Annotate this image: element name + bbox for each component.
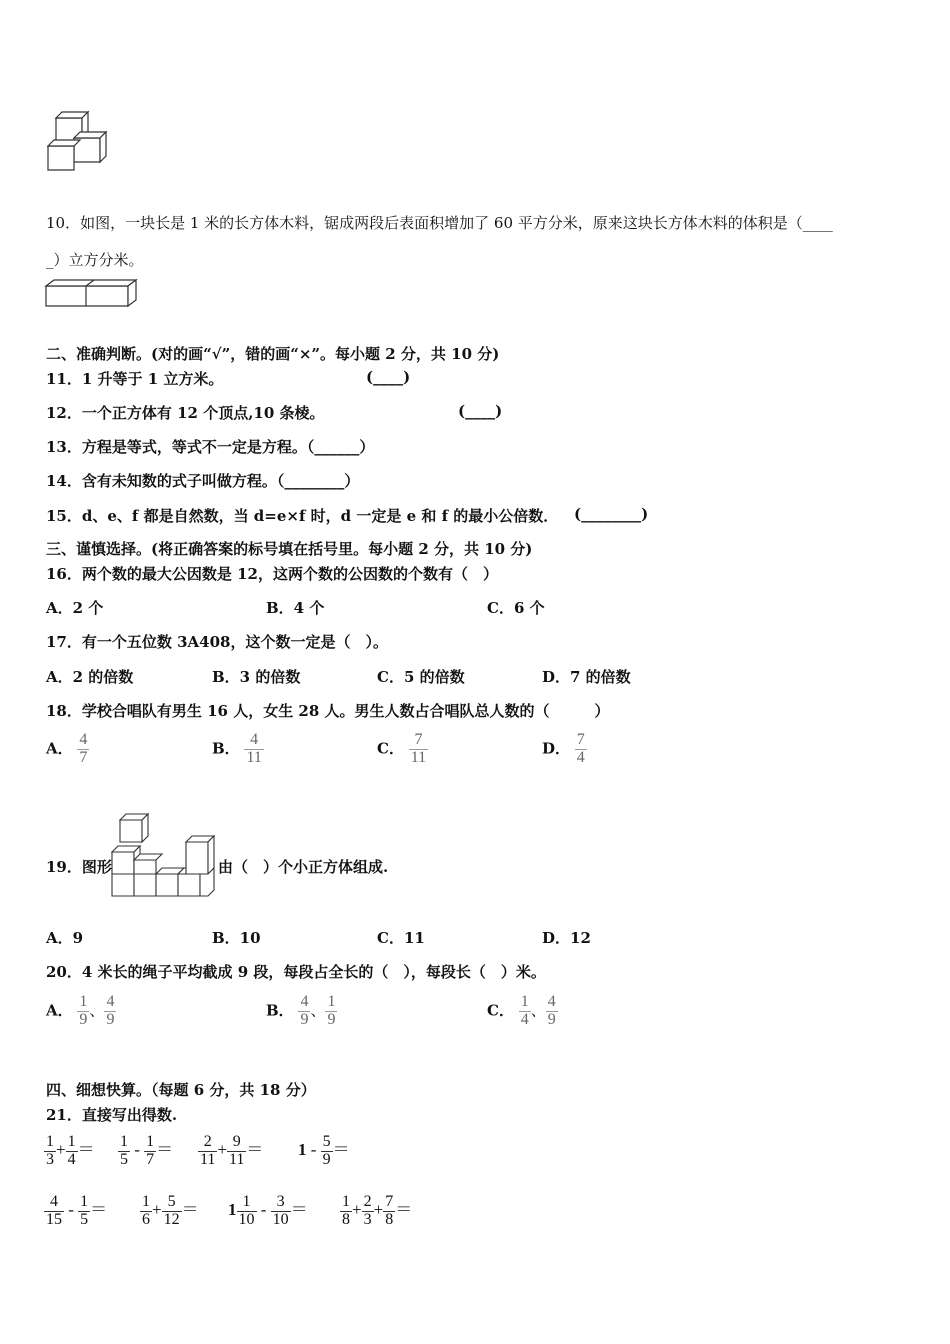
q18-text: 18．学校合唱队有男生 16 人，女生 28 人。男生人数占合唱队总人数的（ ） [46,702,610,720]
section4-title: 四、细想快算。（每题 6 分，共 18 分） [46,1081,316,1099]
q17-option-b[interactable]: B．3 的倍数 [212,668,301,686]
fraction: $\frac{5}{12}$ [163,1193,180,1228]
q13-text: 13．方程是等式，等式不一定是方程。（______） [46,438,375,456]
q20-text: 20．4 米长的绳子平均截成 9 段，每段占全长的（ ），每段长（ ）米。 [46,963,546,981]
q20-fraction-a1: $\frac{1}{9}$ [79,993,88,1028]
q12-blank: (____) [458,402,503,420]
fraction: $\frac{9}{11}$ [229,1133,245,1168]
q18-label-d: D． [542,739,571,758]
calc-expression-7: 1 $\frac{1}{10}$ - $\frac{3}{10}$ ＝ [228,1193,308,1228]
fraction: $\frac{1}{6}$ [142,1193,150,1228]
q20-label-b: B． [266,1001,294,1020]
q20-sep-c: 、 [530,1001,546,1020]
q18-fraction-b: $\frac{4}{11}$ [246,731,262,766]
calc-expression-1: $\frac{1}{3}$ + $\frac{1}{4}$ ＝ [46,1133,95,1168]
q15-blank: (________) [574,505,649,523]
fraction: $\frac{1}{8}$ [342,1193,350,1228]
cuboid-figure [44,278,144,308]
calc-expression-4: 1 - $\frac{5}{9}$ ＝ [298,1133,350,1168]
q19-text-pre: 19．图形 [46,858,112,876]
q20-fraction-c2: $\frac{4}{9}$ [547,993,556,1028]
fraction: $\frac{4}{15}$ [46,1193,62,1228]
calc-expression-8: $\frac{1}{8}$ + $\frac{2}{3}$ + $\frac{7}{8}$ ＝ [342,1193,413,1228]
calc-expression-6: $\frac{1}{6}$ + $\frac{5}{12}$ ＝ [142,1193,199,1228]
q16-option-a[interactable]: A．2 个 [46,599,104,617]
q12-text: 12．一个正方体有 12 个顶点,10 条棱。 [46,404,325,422]
q18-fraction-c: $\frac{7}{11}$ [410,731,427,766]
q17-option-c[interactable]: C．5 的倍数 [377,668,465,686]
q20-label-a: A． [46,1001,73,1020]
fraction: $\frac{2}{3}$ [363,1193,372,1228]
calc-expression-5: $\frac{4}{15}$ - $\frac{1}{5}$ ＝ [46,1193,108,1228]
q17-option-a[interactable]: A．2 的倍数 [46,668,134,686]
cube-figure-top [44,108,110,174]
q18-option-c[interactable] [377,732,428,767]
q10-line2: _）立方分米。 [46,251,144,269]
q16-text: 16．两个数的最大公因数是 12，这两个数的公因数的个数有（ ） [46,565,498,583]
q16-option-b[interactable]: B．4 个 [266,599,325,617]
q19-text-post: 由（ ）个小正方体组成. [218,858,389,876]
q18-label-c: C． [377,739,404,758]
q19-option-c[interactable]: C．11 [377,929,425,947]
fraction: $\frac{1}{3}$ [46,1133,54,1168]
q11-blank: (____) [366,368,411,386]
q18-label-a: A． [46,739,73,758]
q20-label-c: C． [487,1001,514,1020]
fraction: $\frac{1}{10}$ [238,1193,255,1228]
q20-fraction-a2: $\frac{4}{9}$ [106,993,115,1028]
q18-option-d[interactable] [542,732,587,767]
q10-line1: 10．如图，一块长是 1 米的长方体木料，锯成两段后表面积增加了 60 平方分米，原来这块长方体木料的体积是（____ [46,214,833,232]
calc-expression-3: $\frac{2}{11}$ + $\frac{9}{11}$ ＝ [200,1133,264,1168]
fraction: $\frac{1}{5}$ [120,1133,128,1168]
fraction: $\frac{3}{10}$ [272,1193,289,1228]
q18-fraction-d: $\frac{7}{4}$ [576,731,585,766]
q19-option-b[interactable]: B．10 [212,929,261,947]
q20-sep-b: 、 [310,1001,326,1020]
q19-option-d[interactable]: D．12 [542,929,591,947]
q20-fraction-b1: $\frac{4}{9}$ [300,993,309,1028]
fraction: $\frac{7}{8}$ [385,1193,394,1228]
q20-option-c[interactable] [487,994,558,1029]
q20-option-a[interactable] [46,994,116,1029]
q17-option-d[interactable]: D．7 的倍数 [542,668,631,686]
fraction: $\frac{1}{4}$ [67,1133,76,1168]
q19-option-a[interactable]: A．9 [46,929,84,947]
q18-option-a[interactable] [46,732,89,767]
q11-text: 11．1 升等于 1 立方米。 [46,370,224,388]
q20-fraction-c1: $\frac{1}{4}$ [520,993,529,1028]
section2-title: 二、准确判断。(对的画“√”，错的画“×”。每小题 2 分，共 10 分) [46,345,500,363]
q18-label-b: B． [212,739,240,758]
q17-text: 17．有一个五位数 3A408，这个数一定是（ ）。 [46,633,388,651]
fraction: $\frac{1}{7}$ [146,1133,155,1168]
q20-sep-a: 、 [89,1001,105,1020]
fraction: $\frac{1}{5}$ [80,1193,89,1228]
cube-figure-q19 [110,812,220,898]
section3-title: 三、谨慎选择。(将正确答案的标号填在括号里。每小题 2 分，共 10 分) [46,540,533,558]
q16-option-c[interactable]: C．6 个 [487,599,545,617]
q20-option-b[interactable] [266,994,337,1029]
q18-fraction-a: $\frac{4}{7}$ [79,731,88,766]
fraction: $\frac{5}{9}$ [322,1133,331,1168]
q21-text: 21．直接写出得数. [46,1106,178,1124]
q20-fraction-b2: $\frac{1}{9}$ [327,993,336,1028]
q15-text: 15．d、e、f 都是自然数，当 d=e×f 时，d 一定是 e 和 f 的最小公倍数． [46,507,559,525]
fraction: $\frac{2}{11}$ [200,1133,216,1168]
q14-text: 14．含有未知数的式子叫做方程。（________） [46,472,360,490]
calc-expression-2: $\frac{1}{5}$ - $\frac{1}{7}$ ＝ [120,1133,174,1168]
q18-option-b[interactable] [212,732,264,767]
